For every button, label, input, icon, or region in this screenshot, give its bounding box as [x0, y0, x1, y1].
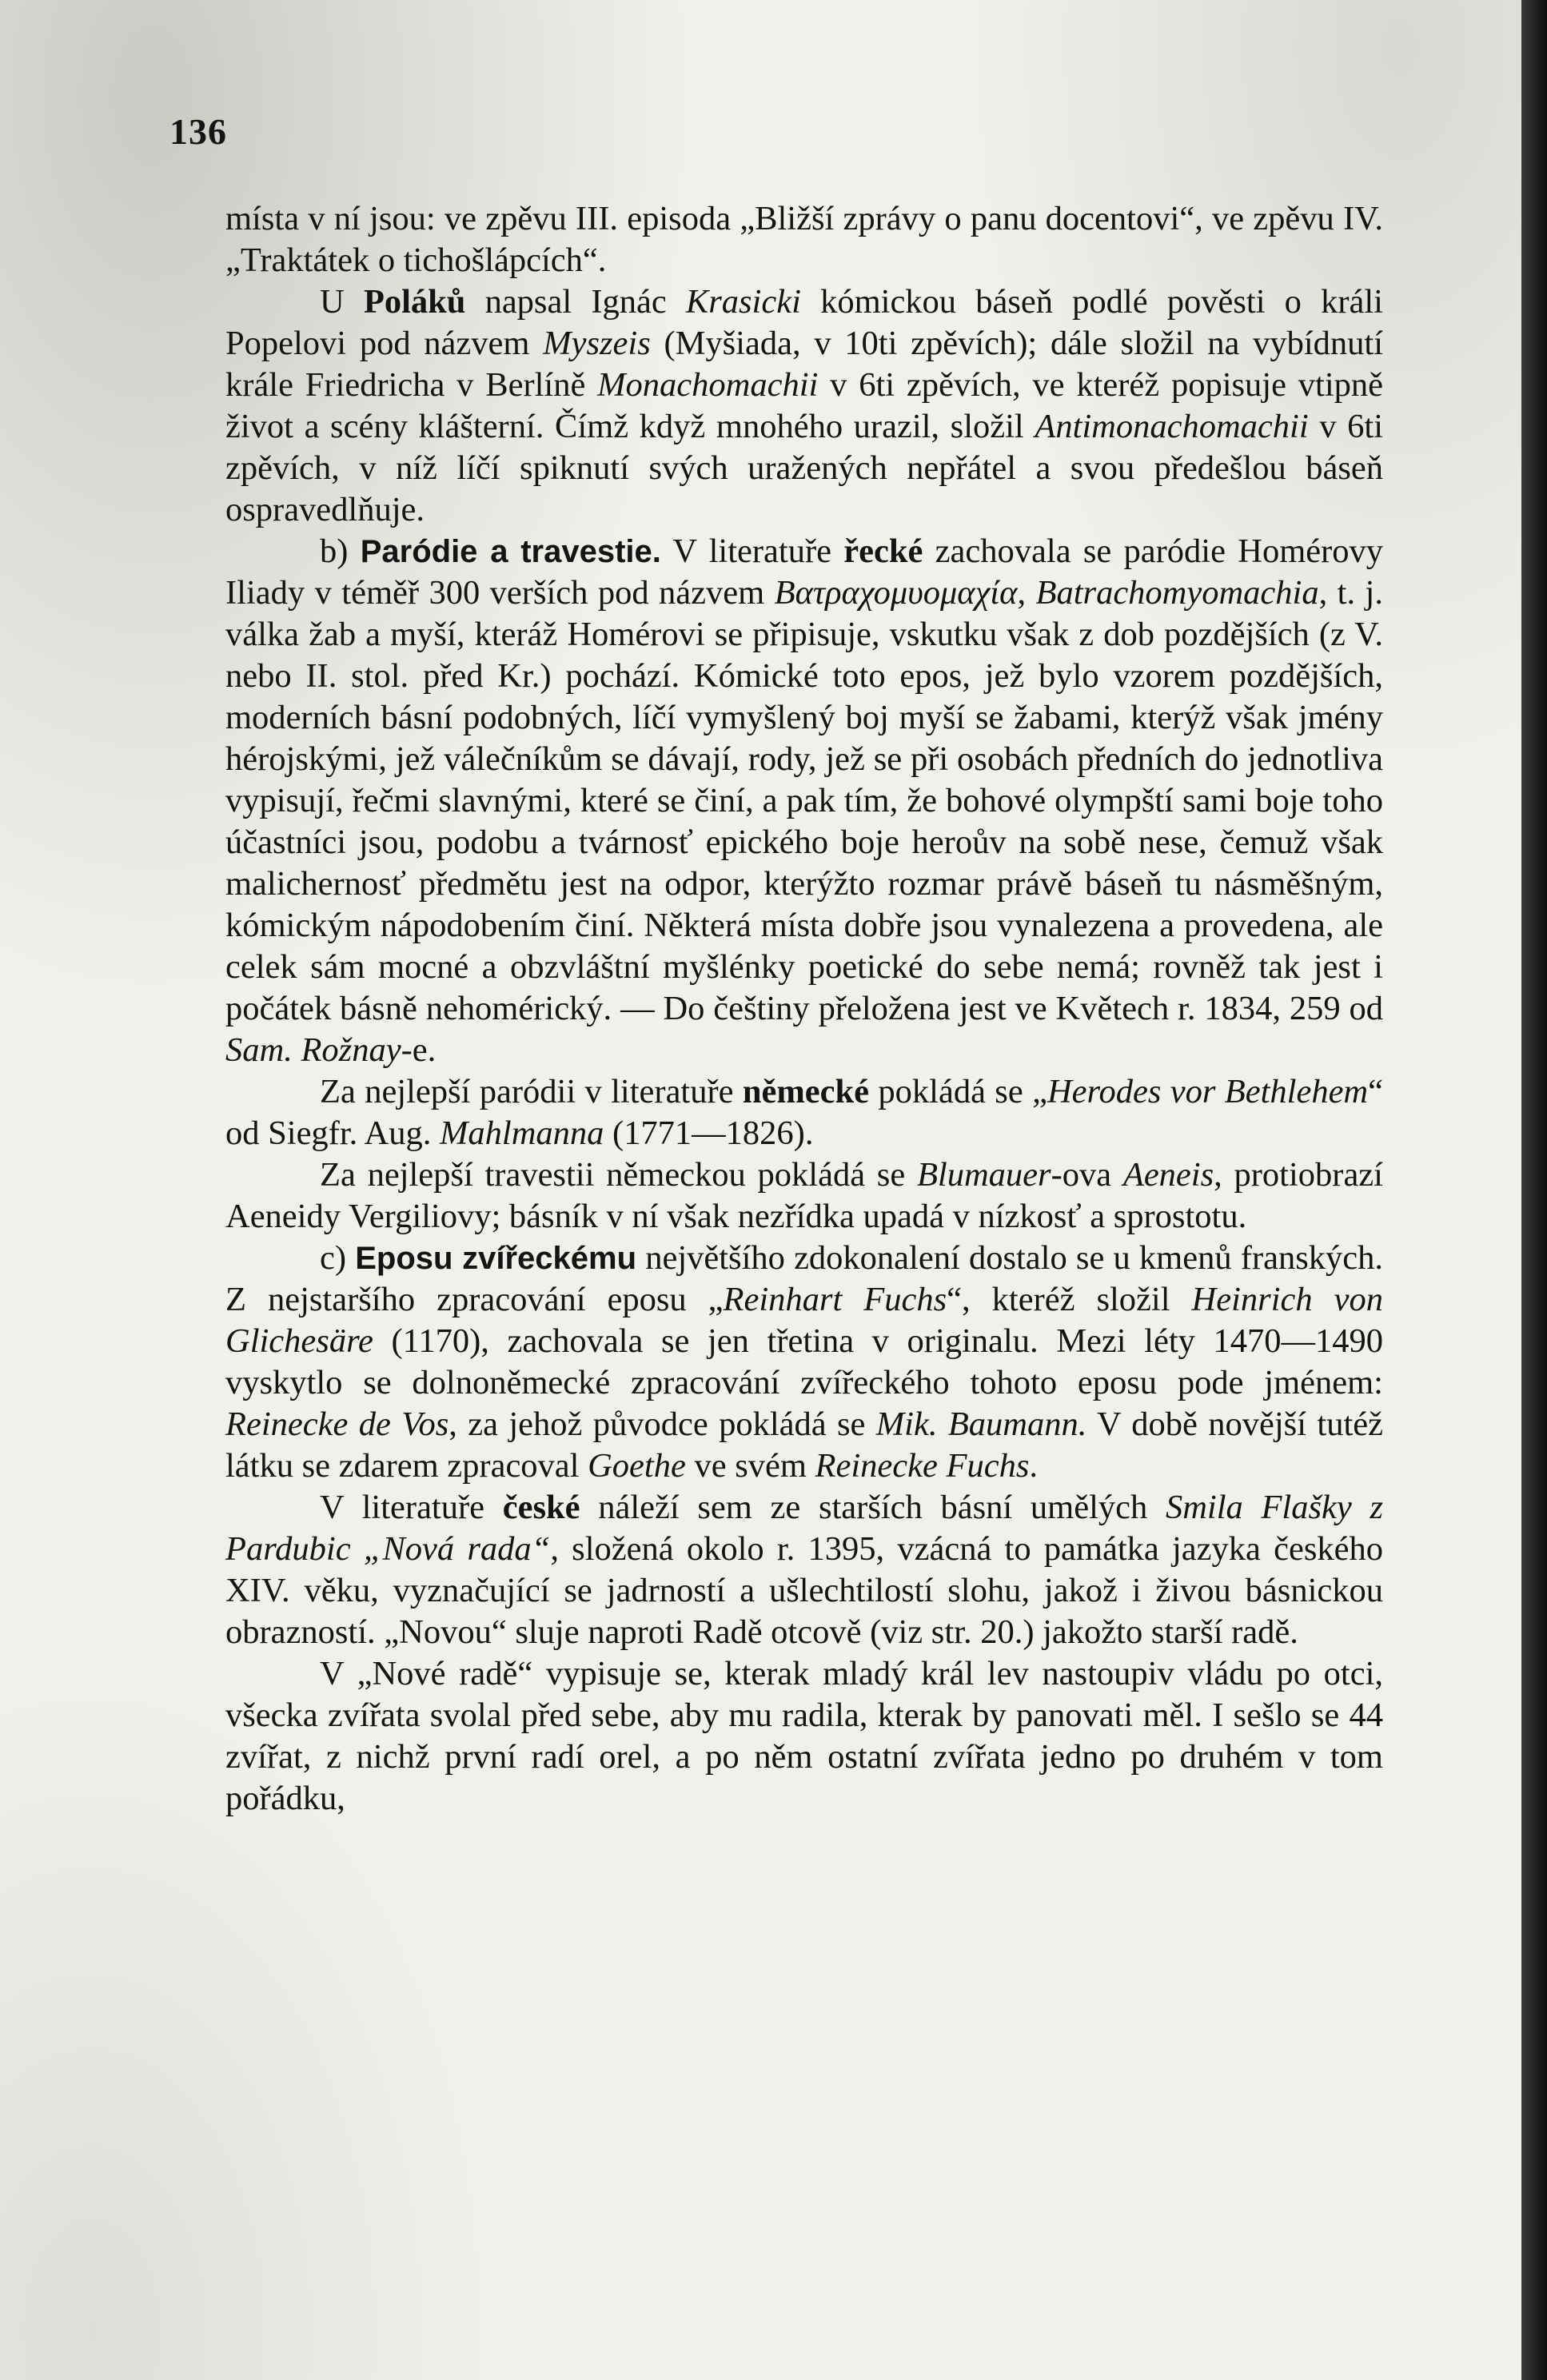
author-name: Krasicki: [685, 283, 801, 321]
work-title: Reinhart Fuchs: [723, 1281, 947, 1318]
work-title: Herodes vor Bethlehem: [1047, 1073, 1369, 1110]
bold-term: Poláků: [363, 283, 466, 321]
bold-term: německé: [742, 1073, 870, 1110]
work-title: Reinecke Fuchs: [815, 1447, 1030, 1485]
work-title: Aeneis: [1122, 1156, 1214, 1194]
greek-title: Βατραχομυομαχία: [774, 574, 1018, 612]
paragraph-3-parody: b) Paródie a travestie. V literatuře řecké zachovala se paródie Homérovy Iliady v téměř 300 verších pod názvem Βατραχομυομαχία, Batrachomyomachia, t. j. válka žab a myší, kteráž Homérovi se připisuje, vskutku však z dob pozdějších (z V. nebo II. stol. před Kr.) pochází. Kómické toto epos, jež bylo vzorem pozdějších, moderních básní podobných, líčí vymyšlený boj myší se žabami, kterýž však jmény hérojskými, jež válečníkům se dávají, rody, jež se při osobách předních do jednotliva vypisují, řečmi slavnými, které se činí, a pak tím, že bohové olympští sami boje toho účastníci jsou, podobu a tvárnosť epického boje heroův na sobě nese, čemuž však malichernosť předmětu jest na odpor, kterýžto rozmar právě báseň tu násměšným, kómickým nápodobením činí. Některá místa dobře jsou vynalezena a provedena, ale celek sám mocné a obzvláštní myšlénky poetické do sebe nemá; rovněž tak jest i počátek básně nehomérický. — Do češtiny přeložena jest ve Květech r. 1834, 259 od Sam. Rožnay-e.: [225, 532, 1384, 1069]
work-title: Monachomachii: [597, 366, 819, 404]
bold-term: řecké: [843, 532, 923, 570]
work-title: Batrachomyomachia: [1035, 574, 1319, 612]
author-name: Heinrich von Glichesäre: [225, 1281, 1383, 1360]
author-name: Blumauer: [916, 1156, 1051, 1194]
paragraph-8-new-council: V „Nové radě“ vypisuje se, kterak mladý král lev nastoupiv vládu po otci, všecka zvířata svolal před sebe, aby mu radila, kterak by panovati měl. I sešlo se 44 zvířat, z nichž první radí orel, a po něm ostatní zvířata jedno po druhém v tom pořádku,: [225, 1655, 1383, 1817]
paragraph-5-travesty: Za nejlepší travestii německou pokládá se Blumauer-ova Aeneis, protiobrazí Aeneidy Vergiliovy; básník v ní však nezřídka upadá v nízkosť a sprostotu.: [225, 1156, 1383, 1235]
author-name: Mahlmanna: [440, 1114, 604, 1152]
paragraph-2-poles: U Poláků napsal Ignác Krasicki kómickou báseň podlé pověsti o králi Popelovi pod názvem Myszeis (Myšiada, v 10ti zpěvích); dále složil na vybídnutí krále Friedricha v Berlíně Monachomachii v 6ti zpěvích, ve kteréž popisuje vtipně život a scény klášterní. Čímž když mnohého urazil, složil Antimonachomachii v 6ti zpěvích, v níž líčí spiknutí svých uražených nepřátel a svou předešlou báseň ospravedlňuje.: [225, 283, 1384, 528]
page-number: 136: [169, 111, 227, 152]
paragraph-7-czech: V literatuře české náleží sem ze starších básní umělých Smila Flašky z Pardubic „Nová rada“, složená okolo r. 1395, vzácná to památka jazyka českého XIV. věku, vyznačující se jadrností a ušlechtilostí slohu, jakož i živou básnickou obrazností. „Novou“ sluje naproti Radě otcově (viz str. 20.) jakožto starší radě.: [225, 1489, 1383, 1651]
author-name: Goethe: [588, 1447, 686, 1485]
section-heading: Eposu zvířeckému: [355, 1241, 637, 1276]
scan-border: [1521, 0, 1547, 2380]
work-title: Smila Flašky z Pardubic „Nová rada“: [225, 1489, 1383, 1568]
paragraph-4-german-parody: Za nejlepší paródii v literatuře německé pokládá se „Herodes vor Bethlehem“ od Siegfr. Aug. Mahlmanna (1771—1826).: [225, 1073, 1384, 1152]
author-name: Mik. Baumann.: [875, 1405, 1087, 1443]
bold-term: české: [502, 1489, 580, 1526]
work-title: Myszeis: [543, 325, 651, 362]
work-title: Reinecke de Vos: [225, 1405, 449, 1443]
body-text: [225, 198, 1383, 1820]
author-name: Sam. Rožnay: [225, 1031, 401, 1069]
paragraph-1: místa v ní jsou: ve zpěvu III. episoda „Bližší zprávy o panu docentovi“, ve zpěvu IV. „Traktátek o tichošlápcích“.: [225, 200, 1383, 279]
paragraph-6-animal-epic: c) Eposu zvířeckému největšího zdokonalení dostalo se u kmenů franských. Z nejstaršího zpracování eposu „Reinhart Fuchs“, kteréž složil Heinrich von Glichesäre (1170), zachovala se jen třetina v originalu. Mezi léty 1470—1490 vyskytlo se dolnoněmecké zpracování zvířeckého tohoto eposu pode jménem: Reinecke de Vos, za jehož původce pokládá se Mik. Baumann. V době novější tutéž látku se zdarem zpracoval Goethe ve svém Reinecke Fuchs.: [225, 1239, 1383, 1485]
work-title: Antimonachomachii: [1035, 408, 1309, 445]
section-heading: Paródie a travestie.: [360, 534, 661, 569]
